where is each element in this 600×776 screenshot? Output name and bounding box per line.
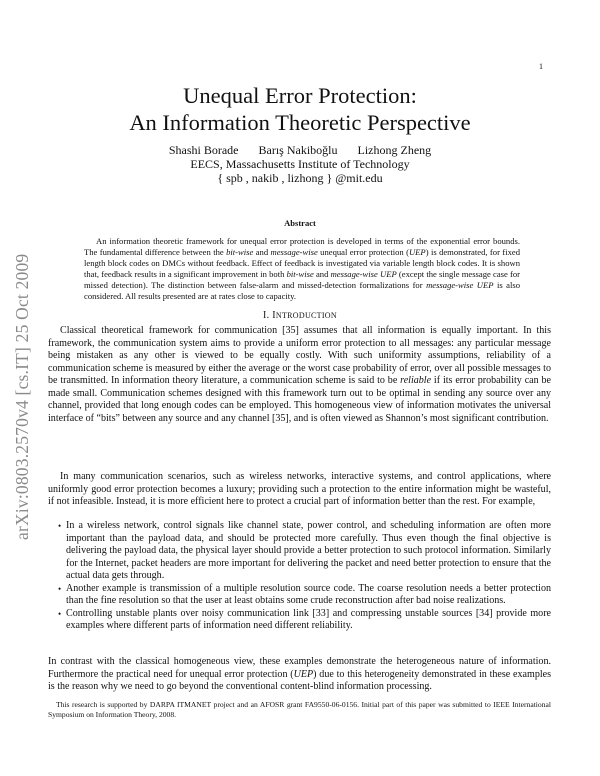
arxiv-identifier-stamp[interactable]: arXiv:0803.2570v4 [cs.IT] 25 Oct 2009 [12, 253, 32, 540]
author-block [0, 143, 600, 185]
footnote: This research is supported by DARPA ITMANET project and an AFOSR grant FA9550-06-0156. Initial part of this paper was submitted to IEEE International Symposium on Information Theory, 2008. [48, 700, 551, 719]
bullet-icon: • [58, 583, 62, 594]
bullet-icon: • [58, 608, 62, 619]
author-name: Lizhong Zheng [357, 143, 432, 157]
author-affiliation: EECS, Massachusetts Institute of Technology [190, 157, 410, 171]
page-number: 1 [539, 62, 543, 71]
paper-title [0, 82, 600, 136]
author-name: Shashi Borade [168, 143, 239, 157]
body-paragraph-3: In contrast with the classical homogeneous view, these examples demonstrate the heterogeneous nature of information. Furthermore the practical need for unequal error protection (UEP) due to this heterogeneity demonstrated in these examples is the reason why we need to go beyond the conventional content-blind information processing. [48, 656, 551, 692]
author-emails[interactable]: { spb , nakib , lizhong } @mit.edu [217, 171, 383, 185]
list-item: • Controlling unstable plants over noisy communication link [33] and compressing unstable sources [34] provide more examples where different parts of information need different reliability. [58, 607, 551, 631]
section-heading-introduction: I. INTRODUCTION [263, 310, 337, 321]
list-item: • Another example is transmission of a multiple resolution source code. The coarse resolution needs a better protection than the fine resolution so that the user at least obtains some crude reconstruction after bad noise realizations. [58, 582, 551, 606]
title-line-2: An Information Theoretic Perspective [129, 110, 471, 135]
title-line-1: Unequal Error Protection: [183, 83, 417, 108]
list-item: • In a wireless network, control signals like channel state, power control, and scheduling information are often more important than the payload data, and should be protected more carefully. Thus even though the final objective is delivering the payload data, the physical layer should provide a better protection to such protocol information. Similarly for the Internet, packet headers are more important for delivering the packet and need better protection to ensure that the actual data gets through. [58, 520, 551, 581]
author-name: Barış Nakiboğlu [258, 143, 338, 157]
abstract-body: An information theoretic framework for unequal error protection is developed in terms of the exponential error bounds. The fundamental difference between the bit-wise and message-wise unequal error protection (UEP) is demonstrated, for fixed length block codes on DMCs without feedback. Effect of feedback is investigated via variable length block codes. It is shown that, feedback results in a significant improvement in both bit-wise and message-wise UEP (except the single message case for missed detection). The distinction between false-alarm and missed-detection formalizations for message-wise UEP is also considered. All results presented are at rates close to capacity. [84, 236, 520, 301]
author-names [0, 143, 600, 157]
body-paragraph-1: Classical theoretical framework for communication [35] assumes that all information is equally important. In this framework, the communication system aims to provide a uniform error protection to all messages: any particular message being mistaken as any other is viewed to be equally costly. With such uniformity assumptions, reliability of a communication scheme is measured by either the average or the worst case probability of error, over all possible messages to be transmitted. In information theory literature, a communication scheme is said to be reliable if its error probability can be made small. Communication schemes designed with this framework turn out to be optimal in sending any source over any channel, provided that long enough codes can be employed. This homogeneous view of information motivates the universal interface of “bits” between any source and any channel [35], and is often viewed as Shannon’s most significant contribution. [48, 325, 551, 424]
abstract-heading: Abstract [284, 218, 316, 228]
example-bullet-list [48, 520, 551, 633]
bullet-icon: • [58, 521, 62, 531]
body-paragraph-2: In many communication scenarios, such as wireless networks, interactive systems, and control applications, where uniformly good error protection becomes a luxury; providing such a protection to the entire information might be wasteful, if not infeasible. Instead, it is more efficient here to protect a crucial part of information better than the rest. For example, [48, 471, 551, 507]
